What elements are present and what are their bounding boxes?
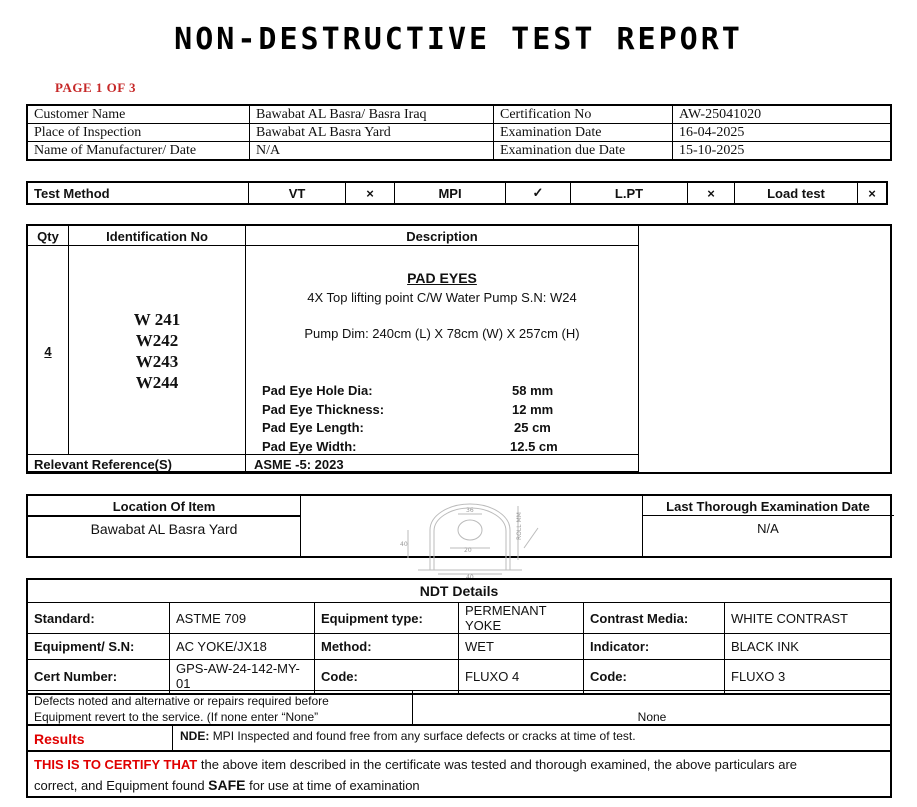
certify-red: THIS IS TO CERTIFY THAT [34, 757, 198, 772]
location-section [26, 494, 892, 578]
dim-label: ROLL MM [516, 512, 523, 540]
spec-value: 12 mm [512, 401, 554, 417]
report-title: NON-DESTRUCTIVE TEST REPORT [174, 22, 743, 57]
results-row [26, 726, 892, 752]
ndt-value: WET [459, 634, 584, 660]
ndt-value: ASTME 709 [170, 603, 315, 634]
info-value: N/A [250, 142, 494, 161]
spec-row [262, 438, 622, 457]
spec-label: Pad Eye Hole Dia: [262, 383, 373, 398]
spec-row [262, 419, 622, 438]
description-header: Description [406, 229, 478, 244]
item-section [26, 224, 892, 474]
description-line: Pump Dim: 240cm (L) X 78cm (W) X 257cm (H) [304, 326, 580, 341]
info-label: Examination Date [494, 124, 673, 142]
info-label: Certification No [494, 105, 673, 124]
qty-value: 4 [44, 344, 52, 359]
info-value: Bawabat AL Basra Yard [250, 124, 494, 142]
spec-label: Pad Eye Width: [262, 438, 357, 454]
info-row [27, 124, 891, 142]
certify-safe: SAFE [208, 777, 246, 793]
ndt-row [27, 660, 891, 694]
info-label: Examination due Date [494, 142, 673, 161]
identification-list [69, 309, 245, 393]
defects-row [26, 690, 892, 726]
description-title: PAD EYES [407, 270, 477, 286]
results-text [180, 729, 636, 743]
ndt-row [27, 634, 891, 660]
ndt-label: Code: [584, 660, 725, 694]
method-name: VT [249, 182, 346, 204]
reference-label: Relevant Reference(S) [34, 457, 172, 472]
dim-label: 20 [464, 547, 472, 554]
identification-no: W 241 [133, 310, 181, 329]
identification-no: W242 [135, 331, 179, 350]
ndt-label: Method: [315, 634, 459, 660]
ndt-table [26, 578, 892, 695]
method-name: MPI [395, 182, 506, 204]
spec-list [262, 382, 622, 456]
ndt-label: Contrast Media: [584, 603, 725, 634]
info-row [27, 105, 891, 124]
reference-value: ASME -5: 2023 [254, 457, 344, 472]
spec-value: 25 cm [514, 420, 551, 435]
last-exam-label: Last Thorough Examination Date [666, 499, 870, 514]
dim-label: 36 [466, 507, 474, 514]
spec-row [262, 382, 622, 401]
ndt-label: Equipment/ S.N: [27, 634, 170, 660]
certify-line [34, 775, 890, 796]
ndt-value: BLACK INK [725, 634, 892, 660]
spec-value: 58 mm [512, 383, 554, 398]
nde-text: MPI Inspected and found free from any surface defects or cracks at time of test. [212, 729, 636, 743]
info-label: Customer Name [27, 105, 250, 124]
info-row [27, 142, 891, 161]
nde-label: NDE: [180, 729, 210, 743]
defects-value: None [637, 710, 667, 724]
ndt-label: Standard: [27, 603, 170, 634]
info-value: AW-25041020 [673, 105, 892, 124]
ndt-value: FLUXO 3 [725, 660, 892, 694]
defects-label-line: Equipment revert to the service. (If none enter “None” [34, 710, 319, 724]
description-line: 4X Top lifting point C/W Water Pump S.N: W24 [307, 290, 577, 305]
info-value: 16-04-2025 [673, 124, 892, 142]
info-value: Bawabat AL Basra/ Basra Iraq [250, 105, 494, 124]
spec-label: Pad Eye Thickness: [262, 401, 385, 417]
spec-label: Pad Eye Length: [262, 420, 364, 435]
certify-line [34, 755, 890, 775]
method-mark: ✓ [506, 182, 571, 204]
method-mark: × [346, 182, 395, 204]
ndt-value: AC YOKE/JX18 [170, 634, 315, 660]
method-name: Load test [735, 182, 858, 204]
ndt-label: Indicator: [584, 634, 725, 660]
method-name: L.PT [571, 182, 688, 204]
certify-text: correct, and Equipment found [34, 778, 209, 793]
page-indicator: PAGE 1 OF 3 [55, 80, 136, 95]
ndt-value: FLUXO 4 [459, 660, 584, 694]
method-mark: × [688, 182, 735, 204]
results-label: Results [34, 731, 85, 747]
info-table [26, 104, 892, 161]
last-exam-value: N/A [757, 521, 779, 536]
location-value: Bawabat AL Basra Yard [90, 521, 238, 537]
defects-label-line: Defects noted and alternative or repairs required before [34, 694, 329, 708]
test-method-table [26, 181, 888, 205]
qty-header: Qty [37, 229, 59, 244]
ndt-value: PERMENANT YOKE [459, 603, 584, 634]
spec-row [262, 401, 622, 420]
ndt-row [27, 603, 891, 634]
dim-label: 40 [400, 541, 408, 548]
test-method-label: Test Method [27, 182, 249, 204]
id-header: Identification No [106, 229, 208, 244]
info-label: Name of Manufacturer/ Date [27, 142, 250, 161]
certify-text: for use at time of examination [245, 778, 420, 793]
pad-eye-drawing [378, 500, 578, 578]
certification-statement [26, 752, 892, 798]
identification-no: W243 [135, 352, 179, 371]
info-label: Place of Inspection [27, 124, 250, 142]
ndt-label: Equipment type: [315, 603, 459, 634]
info-value: 15-10-2025 [673, 142, 892, 161]
ndt-value: GPS-AW-24-142-MY-01 [170, 660, 315, 694]
ndt-value: WHITE CONTRAST [725, 603, 892, 634]
defects-label [34, 693, 329, 725]
ndt-label: Code: [315, 660, 459, 694]
spec-value: 12.5 cm [510, 438, 558, 454]
certify-text: the above item described in the certificate was tested and thorough examined, the above particulars are [197, 757, 798, 772]
ndt-label: Cert Number: [27, 660, 170, 694]
ndt-title: NDT Details [27, 579, 891, 603]
method-mark: × [858, 182, 888, 204]
location-label: Location Of Item [112, 499, 216, 514]
dim-label: 40 [466, 574, 474, 578]
identification-no: W244 [135, 373, 179, 392]
